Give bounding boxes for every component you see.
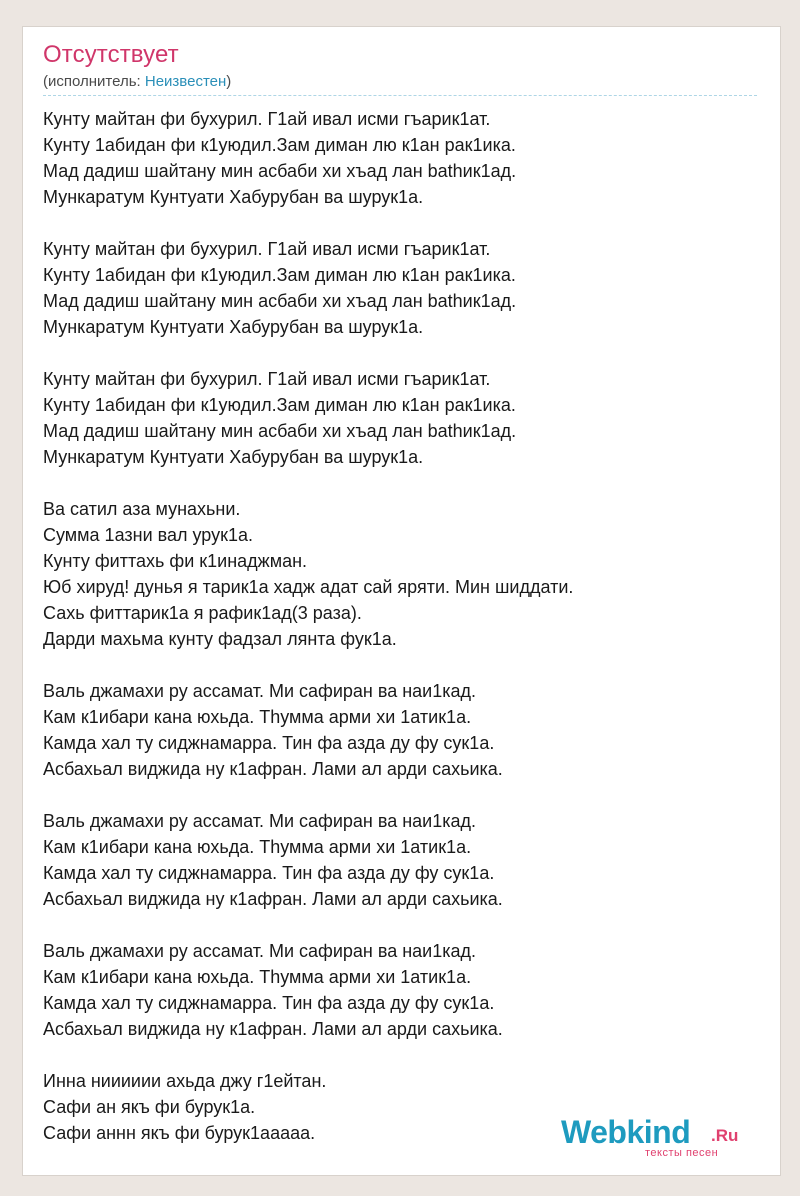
logo-domain: .Ru	[711, 1126, 739, 1145]
lyric-line: Сафи ан якъ фи бурук1а.	[43, 1097, 256, 1117]
lyric-line: Асбахьал виджида ну к1афран. Лами ал арди сахьика.	[43, 1019, 503, 1039]
lyric-line: Мункаратум Кунтуати Хабурубан ва шурук1а.	[43, 317, 424, 337]
lyric-line: Мад дадиш шайтану мин асбаби хи хъад лан bathик1ад.	[43, 161, 517, 181]
lyric-line: Мункаратум Кунтуати Хабурубан ва шурук1а.	[43, 447, 424, 467]
lyric-line: Кунту 1абидан фи к1уюдил.Зам диман лю к1ан рак1ика.	[43, 135, 516, 155]
lyric-line: Асбахьал виджида ну к1афран. Лами ал арди сахьика.	[43, 759, 503, 779]
stanza	[43, 236, 763, 340]
lyric-line: Юб хируд! дунья я тарик1а хадж адат сай яряти. Мин шиддати.	[43, 577, 574, 597]
artist-suffix: )	[226, 73, 232, 90]
logo-wordmark: Webkind	[561, 1114, 691, 1150]
lyric-line: Кам к1ибари кана юхьда. Тhумма арми хи 1атик1а.	[43, 707, 472, 727]
stanza	[43, 678, 763, 782]
artist-prefix: (исполнитель:	[43, 73, 145, 90]
lyric-line: Кунту майтан фи бухурил. Г1ай ивал исми гъарик1ат.	[43, 369, 491, 389]
lyric-line: Сумма 1азни вал урук1а.	[43, 525, 254, 545]
lyric-line: Валь джамахи ру ассамат. Ми сафиран ва наи1кад.	[43, 681, 477, 701]
stanza	[43, 808, 763, 912]
lyric-line: Инна нииииии ахьда джу г1ейтан.	[43, 1071, 327, 1091]
stanza	[43, 496, 763, 652]
lyric-line: Мад дадиш шайтану мин асбаби хи хъад лан bathик1ад.	[43, 421, 517, 441]
lyric-line: Кунту майтан фи бухурил. Г1ай ивал исми гъарик1ат.	[43, 239, 491, 259]
lyric-line: Мад дадиш шайтану мин асбаби хи хъад лан bathик1ад.	[43, 291, 517, 311]
artist-link[interactable]: Неизвестен	[144, 73, 227, 90]
logo-tagline: тексты песен	[645, 1147, 719, 1159]
artist-line	[43, 73, 231, 90]
lyric-line: Валь джамахи ру ассамат. Ми сафиран ва наи1кад.	[43, 811, 477, 831]
lyric-line: Камда хал ту сиджнамарра. Тин фа азда ду фу сук1а.	[43, 733, 495, 753]
lyrics-card	[22, 26, 781, 1176]
lyric-line: Кунту 1абидан фи к1уюдил.Зам диман лю к1ан рак1ика.	[43, 395, 516, 415]
lyric-line: Ва сатил аза мунахьни.	[43, 499, 241, 519]
lyric-line: Кунту 1абидан фи к1уюдил.Зам диман лю к1ан рак1ика.	[43, 265, 516, 285]
lyric-line: Сафи аннн якъ фи бурук1ааааа.	[43, 1123, 316, 1143]
lyric-line: Кам к1ибари кана юхьда. Тhумма арми хи 1атик1а.	[43, 967, 472, 987]
lyric-line: Асбахьал виджида ну к1афран. Лами ал арди сахьика.	[43, 889, 503, 909]
stanza	[43, 106, 763, 210]
stanza	[43, 366, 763, 470]
lyric-line: Дарди махьма кунту фадзал лянта фук1а.	[43, 629, 397, 649]
lyric-line: Мункаратум Кунтуати Хабурубан ва шурук1а.	[43, 187, 424, 207]
lyric-line: Кунту майтан фи бухурил. Г1ай ивал исми гъарик1ат.	[43, 109, 491, 129]
lyric-line: Кам к1ибари кана юхьда. Тhумма арми хи 1атик1а.	[43, 837, 472, 857]
webkind-logo[interactable]	[561, 1114, 751, 1164]
lyric-line: Камда хал ту сиджнамарра. Тин фа азда ду фу сук1а.	[43, 863, 495, 883]
lyric-line: Кунту фиттахь фи к1инаджман.	[43, 551, 308, 571]
lyric-line: Валь джамахи ру ассамат. Ми сафиран ва наи1кад.	[43, 941, 477, 961]
title-divider	[43, 95, 757, 96]
lyric-line: Сахь фиттарик1а я рафик1ад(3 раза).	[43, 603, 362, 623]
stanza	[43, 938, 763, 1042]
lyrics-text	[43, 106, 763, 1172]
lyric-line: Камда хал ту сиджнамарра. Тин фа азда ду фу сук1а.	[43, 993, 495, 1013]
song-title: Отсутствует	[43, 41, 179, 68]
